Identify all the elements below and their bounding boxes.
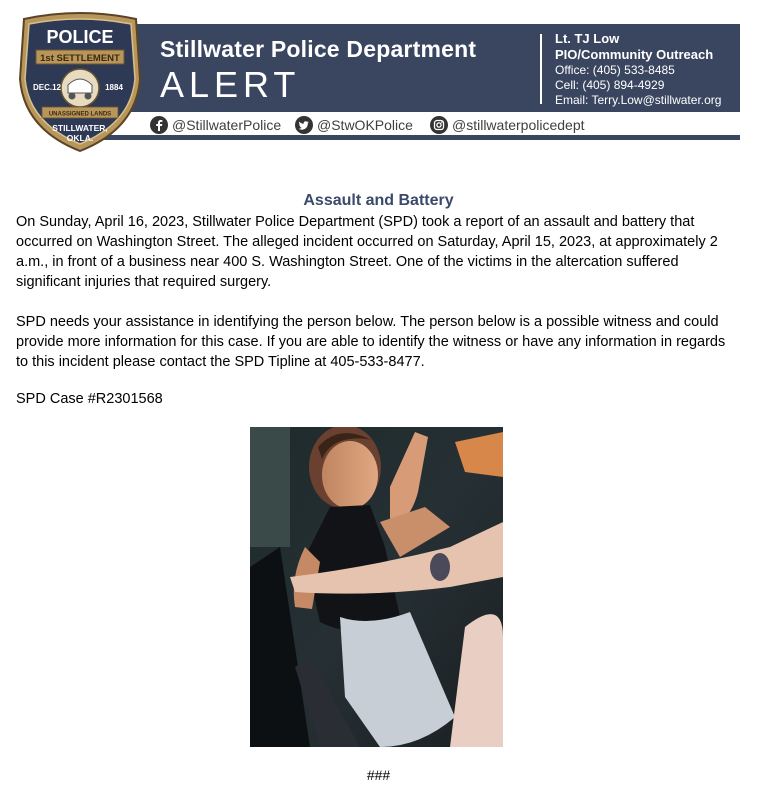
header-divider [540, 34, 542, 104]
article-title: Assault and Battery [303, 192, 454, 209]
badge-city: STILLWATER, [52, 123, 108, 133]
badge-title: POLICE [46, 27, 114, 47]
facebook-icon [150, 116, 168, 134]
badge-banner: UNASSIGNED LANDS [48, 111, 112, 118]
article-paragraph-2: SPD needs your assistance in identifying the person below. The person below is a possible witness and could provide more information for this case. If you are able to identify the witness or have any information in regards to this incident please contact the SPD Tipline at 405-533-8477. [16, 314, 726, 370]
end-mark: ### [366, 767, 391, 783]
police-badge-logo [16, 9, 144, 155]
contact-block [555, 31, 721, 108]
social-facebook [150, 116, 281, 134]
badge-date-right: 1884 [105, 83, 123, 92]
contact-cell: Cell: (405) 894-4929 [555, 78, 665, 92]
badge-state: OKLA. [66, 133, 94, 143]
instagram-icon [430, 116, 448, 134]
social-instagram [430, 116, 585, 134]
instagram-handle: @stillwaterpolicedept [452, 117, 585, 133]
twitter-icon [295, 116, 313, 134]
alert-heading: ALERT [160, 64, 301, 105]
article-paragraph-1: On Sunday, April 16, 2023, Stillwater Police Department (SPD) took a report of an assault and battery that occurred on Washington Street. The alleged incident occurred on Saturday, April 15, 2023, at approximately 2 a.m., in front of a business near 400 S. Washington Street. One of the victims in the altercation suffered significant injuries that required surgery. [16, 214, 718, 290]
twitter-handle: @StwOKPolice [317, 117, 413, 133]
badge-date-left: DEC.12 [32, 83, 62, 92]
department-name: Stillwater Police Department [160, 36, 477, 62]
social-twitter [295, 116, 413, 134]
contact-email: Email: Terry.Low@stillwater.org [555, 93, 722, 107]
facebook-handle: @StillwaterPolice [172, 117, 282, 133]
case-number: SPD Case #R2301568 [16, 391, 163, 407]
badge-ribbon: 1st SETTLEMENT [40, 53, 120, 64]
witness-photo [250, 427, 503, 747]
contact-name: Lt. TJ Low [555, 31, 620, 46]
contact-office: Office: (405) 533-8485 [555, 63, 675, 77]
contact-role: PIO/Community Outreach [555, 47, 714, 62]
